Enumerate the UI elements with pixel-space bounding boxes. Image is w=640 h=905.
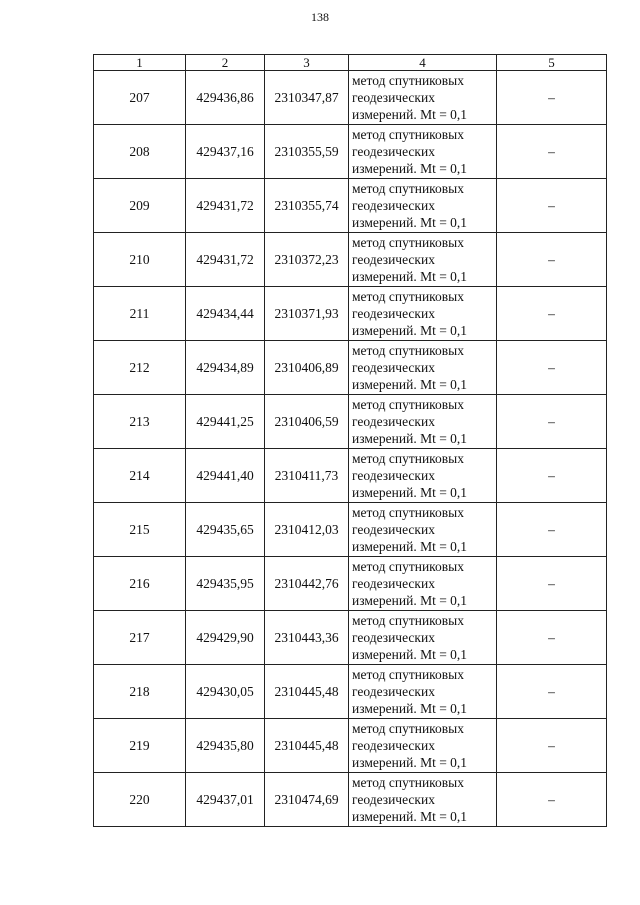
method-line: измерений. Mt = 0,1 — [352, 701, 468, 716]
x-coordinate-cell: 429435,80 — [186, 719, 265, 773]
point-number-cell: 209 — [94, 179, 186, 233]
method-line: измерений. Mt = 0,1 — [352, 323, 468, 338]
method-line: измерений. Mt = 0,1 — [352, 215, 468, 230]
method-line: метод спутниковых — [352, 775, 464, 790]
x-coordinate-cell: 429431,72 — [186, 233, 265, 287]
method-line: метод спутниковых — [352, 397, 464, 412]
method-line: геодезических — [352, 198, 435, 213]
method-line: метод спутниковых — [352, 559, 464, 574]
header-cell-3: 3 — [265, 55, 349, 71]
x-coordinate-cell: 429435,65 — [186, 503, 265, 557]
table-row — [94, 719, 607, 773]
table-body — [94, 71, 607, 827]
y-coordinate-cell: 2310411,73 — [265, 449, 349, 503]
note-cell: – — [497, 233, 607, 287]
x-coordinate-cell: 429431,72 — [186, 179, 265, 233]
method-cell — [349, 611, 497, 665]
method-line: измерений. Mt = 0,1 — [352, 107, 468, 122]
method-line: геодезических — [352, 792, 435, 807]
table-row — [94, 665, 607, 719]
method-line: геодезических — [352, 306, 435, 321]
method-line: измерений. Mt = 0,1 — [352, 593, 468, 608]
point-number-cell: 210 — [94, 233, 186, 287]
y-coordinate-cell: 2310406,89 — [265, 341, 349, 395]
y-coordinate-cell: 2310412,03 — [265, 503, 349, 557]
point-number-cell: 218 — [94, 665, 186, 719]
table-row — [94, 449, 607, 503]
method-line: измерений. Mt = 0,1 — [352, 809, 468, 824]
method-line: метод спутниковых — [352, 721, 464, 736]
method-line: метод спутниковых — [352, 127, 464, 142]
x-coordinate-cell: 429436,86 — [186, 71, 265, 125]
y-coordinate-cell: 2310355,74 — [265, 179, 349, 233]
method-line: метод спутниковых — [352, 505, 464, 520]
method-cell — [349, 395, 497, 449]
method-line: геодезических — [352, 522, 435, 537]
point-number-cell: 211 — [94, 287, 186, 341]
table-row — [94, 611, 607, 665]
method-cell — [349, 233, 497, 287]
note-cell: – — [497, 449, 607, 503]
method-cell — [349, 125, 497, 179]
note-cell: – — [497, 179, 607, 233]
y-coordinate-cell: 2310442,76 — [265, 557, 349, 611]
x-coordinate-cell: 429437,01 — [186, 773, 265, 827]
note-cell: – — [497, 557, 607, 611]
note-cell: – — [497, 71, 607, 125]
note-cell: – — [497, 665, 607, 719]
method-line: измерений. Mt = 0,1 — [352, 539, 468, 554]
point-number-cell: 207 — [94, 71, 186, 125]
method-line: измерений. Mt = 0,1 — [352, 485, 468, 500]
table-row — [94, 233, 607, 287]
point-number-cell: 219 — [94, 719, 186, 773]
method-cell — [349, 341, 497, 395]
table-row — [94, 503, 607, 557]
point-number-cell: 213 — [94, 395, 186, 449]
method-cell — [349, 557, 497, 611]
method-line: метод спутниковых — [352, 451, 464, 466]
y-coordinate-cell: 2310443,36 — [265, 611, 349, 665]
method-line: метод спутниковых — [352, 613, 464, 628]
method-line: геодезических — [352, 414, 435, 429]
note-cell: – — [497, 503, 607, 557]
method-line: геодезических — [352, 468, 435, 483]
y-coordinate-cell: 2310445,48 — [265, 719, 349, 773]
header-cell-2: 2 — [186, 55, 265, 71]
note-cell: – — [497, 287, 607, 341]
method-cell — [349, 449, 497, 503]
method-line: метод спутниковых — [352, 343, 464, 358]
point-number-cell: 220 — [94, 773, 186, 827]
x-coordinate-cell: 429437,16 — [186, 125, 265, 179]
x-coordinate-cell: 429429,90 — [186, 611, 265, 665]
method-cell — [349, 719, 497, 773]
method-line: геодезических — [352, 252, 435, 267]
method-line: измерений. Mt = 0,1 — [352, 161, 468, 176]
method-line: метод спутниковых — [352, 289, 464, 304]
table-row — [94, 287, 607, 341]
method-cell — [349, 71, 497, 125]
point-number-cell: 212 — [94, 341, 186, 395]
method-line: метод спутниковых — [352, 181, 464, 196]
method-cell — [349, 773, 497, 827]
header-cell-5: 5 — [497, 55, 607, 71]
y-coordinate-cell: 2310355,59 — [265, 125, 349, 179]
note-cell: – — [497, 395, 607, 449]
y-coordinate-cell: 2310445,48 — [265, 665, 349, 719]
method-line: измерений. Mt = 0,1 — [352, 431, 468, 446]
y-coordinate-cell: 2310474,69 — [265, 773, 349, 827]
note-cell: – — [497, 719, 607, 773]
page-number: 138 — [311, 10, 329, 24]
table-row — [94, 71, 607, 125]
method-line: измерений. Mt = 0,1 — [352, 269, 468, 284]
method-cell — [349, 503, 497, 557]
method-line: геодезических — [352, 144, 435, 159]
method-line: метод спутниковых — [352, 667, 464, 682]
method-line: геодезических — [352, 576, 435, 591]
point-number-cell: 217 — [94, 611, 186, 665]
method-line: измерений. Mt = 0,1 — [352, 647, 468, 662]
x-coordinate-cell: 429434,89 — [186, 341, 265, 395]
y-coordinate-cell: 2310406,59 — [265, 395, 349, 449]
note-cell: – — [497, 125, 607, 179]
method-cell — [349, 665, 497, 719]
point-number-cell: 215 — [94, 503, 186, 557]
method-line: измерений. Mt = 0,1 — [352, 755, 468, 770]
header-cell-4: 4 — [349, 55, 497, 71]
y-coordinate-cell: 2310347,87 — [265, 71, 349, 125]
method-line: геодезических — [352, 738, 435, 753]
table-row — [94, 341, 607, 395]
y-coordinate-cell: 2310371,93 — [265, 287, 349, 341]
table-row — [94, 395, 607, 449]
note-cell: – — [497, 773, 607, 827]
point-number-cell: 208 — [94, 125, 186, 179]
method-cell — [349, 179, 497, 233]
x-coordinate-cell: 429441,25 — [186, 395, 265, 449]
method-line: геодезических — [352, 360, 435, 375]
table-row — [94, 773, 607, 827]
table-row — [94, 557, 607, 611]
x-coordinate-cell: 429434,44 — [186, 287, 265, 341]
table-row — [94, 179, 607, 233]
x-coordinate-cell: 429435,95 — [186, 557, 265, 611]
method-line: геодезических — [352, 630, 435, 645]
point-number-cell: 216 — [94, 557, 186, 611]
x-coordinate-cell: 429441,40 — [186, 449, 265, 503]
x-coordinate-cell: 429430,05 — [186, 665, 265, 719]
method-line: измерений. Mt = 0,1 — [352, 377, 468, 392]
note-cell: – — [497, 341, 607, 395]
coordinates-table — [93, 54, 607, 827]
method-line: геодезических — [352, 90, 435, 105]
header-cell-1: 1 — [94, 55, 186, 71]
method-cell — [349, 287, 497, 341]
method-line: геодезических — [352, 684, 435, 699]
point-number-cell: 214 — [94, 449, 186, 503]
y-coordinate-cell: 2310372,23 — [265, 233, 349, 287]
method-line: метод спутниковых — [352, 235, 464, 250]
table-row — [94, 125, 607, 179]
note-cell: – — [497, 611, 607, 665]
method-line: метод спутниковых — [352, 73, 464, 88]
header-row — [94, 55, 607, 71]
